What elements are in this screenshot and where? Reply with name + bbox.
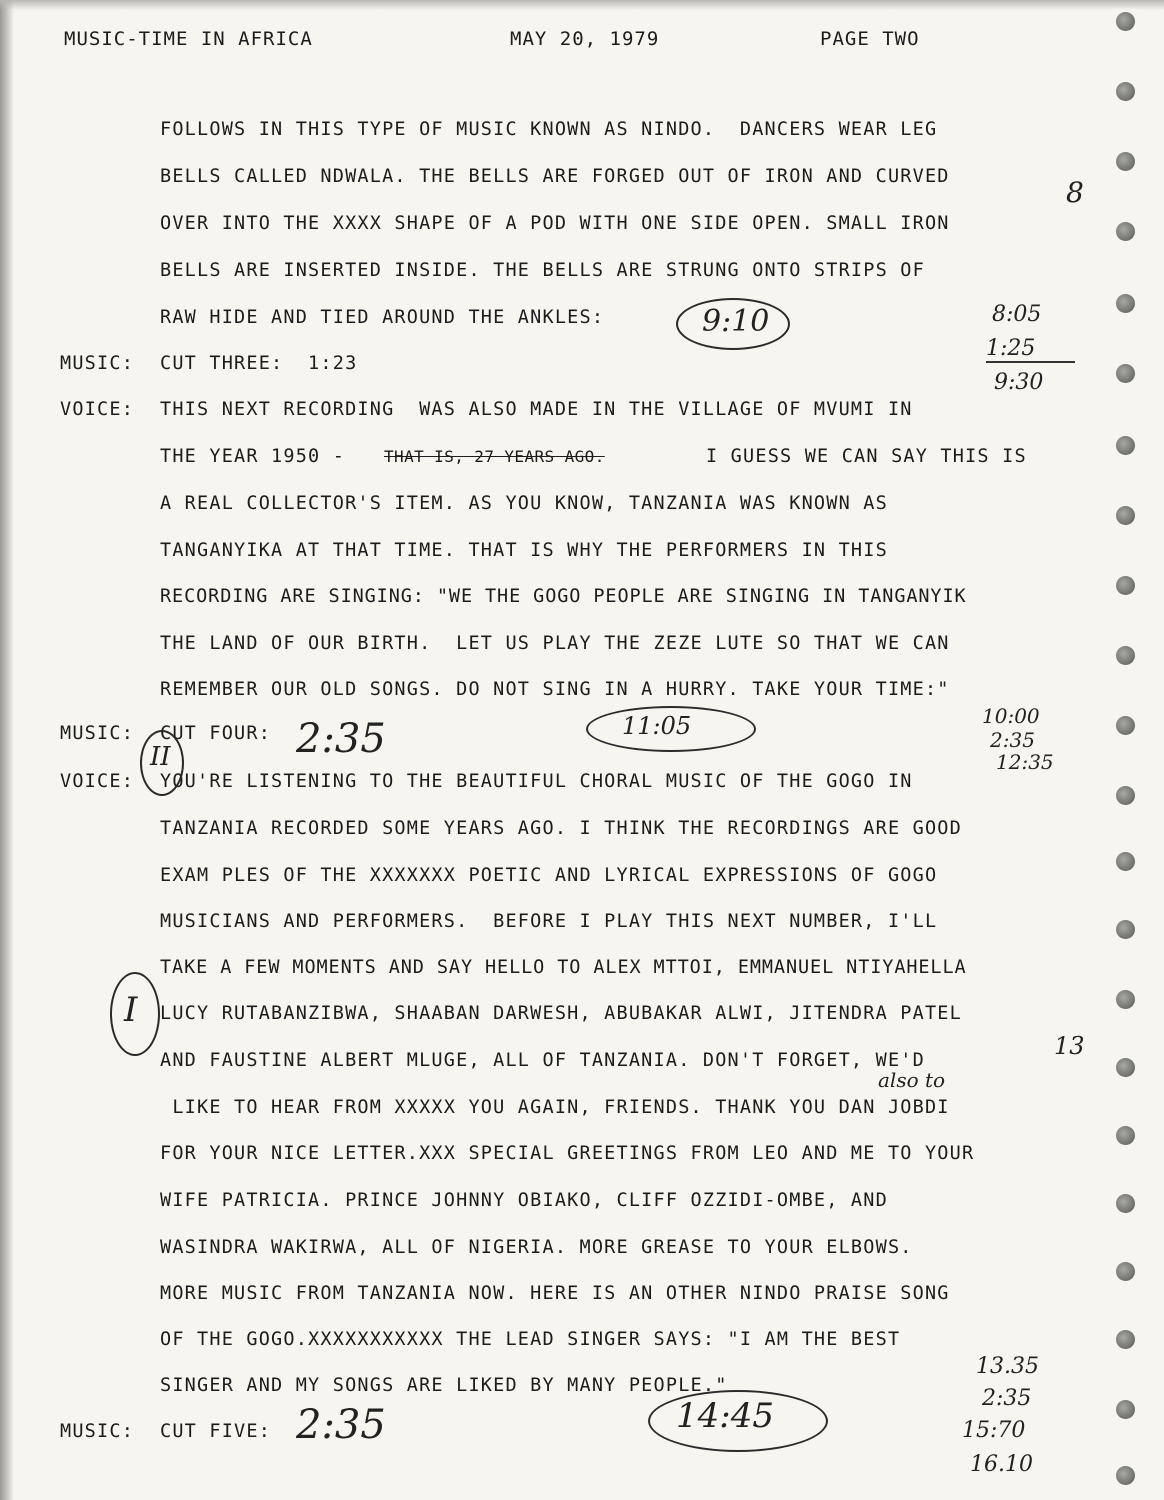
- handwritten-time: 1:25: [986, 336, 1075, 363]
- perforation-hole: [1116, 990, 1135, 1009]
- text-line: REMEMBER OUR OLD SONGS. DO NOT SING IN A HURRY. TAKE YOUR TIME:": [160, 679, 950, 700]
- handwritten-mark: I: [124, 990, 138, 1030]
- text-line: LIKE TO HEAR FROM XXXXX YOU AGAIN, FRIENDS. THANK YOU DAN JOBDI: [160, 1097, 950, 1118]
- perforation-hole: [1116, 1126, 1135, 1145]
- music-cue: CUT FIVE:: [160, 1421, 272, 1442]
- handwritten-time: 2:35: [982, 1386, 1032, 1411]
- perforation-hole: [1116, 1262, 1135, 1281]
- perforation-hole: [1116, 1194, 1135, 1213]
- handwritten-mark: 13: [1054, 1032, 1085, 1060]
- text-line: MUSICIANS AND PERFORMERS. BEFORE I PLAY THIS NEXT NUMBER, I'LL: [160, 911, 938, 932]
- page-number: PAGE TWO: [820, 28, 920, 50]
- perforation-hole: [1116, 1330, 1135, 1349]
- text-line: THIS NEXT RECORDING WAS ALSO MADE IN THE VILLAGE OF MVUMI IN: [160, 399, 913, 420]
- handwritten-time: 9:10: [702, 304, 770, 339]
- text-line: EXAM PLES OF THE XXXXXXX POETIC AND LYRICAL EXPRESSIONS OF GOGO: [160, 865, 938, 886]
- struck-text: THAT IS, 27 YEARS AGO.: [384, 447, 605, 466]
- perforation-hole: [1116, 82, 1135, 101]
- handwritten-time: 16.10: [970, 1452, 1033, 1477]
- handwritten-time: 10:00: [982, 704, 1040, 728]
- text-line: THE LAND OF OUR BIRTH. LET US PLAY THE ZEZE LUTE SO THAT WE CAN: [160, 633, 950, 654]
- tractor-feed-strip: [1106, 0, 1146, 1500]
- handwritten-time: 14:45: [676, 1396, 774, 1436]
- perforation-hole: [1116, 786, 1135, 805]
- handwritten-time: 2:35: [990, 728, 1035, 752]
- text-line: LUCY RUTABANZIBWA, SHAABAN DARWESH, ABUBAKAR ALWI, JITENDRA PATEL: [160, 1003, 962, 1024]
- perforation-hole: [1116, 1400, 1135, 1419]
- perforation-hole: [1116, 646, 1135, 665]
- perforation-hole: [1116, 436, 1135, 455]
- handwritten-time: 15:70: [962, 1418, 1026, 1443]
- text-line: WIFE PATRICIA. PRINCE JOHNNY OBIAKO, CLIFF OZZIDI-OMBE, AND: [160, 1190, 888, 1211]
- text-line: RAW HIDE AND TIED AROUND THE ANKLES:: [160, 307, 605, 328]
- perforation-hole: [1116, 576, 1135, 595]
- music-tag: MUSIC:: [60, 723, 135, 744]
- perforation-hole: [1116, 222, 1135, 241]
- text-line: MORE MUSIC FROM TANZANIA NOW. HERE IS AN OTHER NINDO PRAISE SONG: [160, 1283, 950, 1304]
- handwritten-time: 2:35: [296, 1402, 386, 1448]
- perforation-hole: [1116, 852, 1135, 871]
- page-edge-shadow: [0, 0, 14, 1500]
- text-line: FOLLOWS IN THIS TYPE OF MUSIC KNOWN AS NINDO. DANCERS WEAR LEG: [160, 119, 938, 140]
- text-line: I GUESS WE CAN SAY THIS IS: [706, 446, 1027, 467]
- text-line: SINGER AND MY SONGS ARE LIKED BY MANY PEOPLE.": [160, 1375, 728, 1396]
- perforation-hole: [1116, 716, 1135, 735]
- text-line: A REAL COLLECTOR'S ITEM. AS YOU KNOW, TANZANIA WAS KNOWN AS: [160, 493, 888, 514]
- handwritten-time: 11:05: [622, 712, 692, 740]
- text-line: FOR YOUR NICE LETTER.XXX SPECIAL GREETINGS FROM LEO AND ME TO YOUR: [160, 1143, 975, 1164]
- handwritten-time: 13.35: [976, 1354, 1039, 1379]
- music-tag: MUSIC:: [60, 1421, 135, 1442]
- handwritten-mark: 8: [1066, 176, 1084, 209]
- handwritten-time: 2:35: [296, 716, 386, 762]
- text-line: TANZANIA RECORDED SOME YEARS AGO. I THINK THE RECORDINGS ARE GOOD: [160, 818, 962, 839]
- music-cue: CUT FOUR:: [160, 723, 272, 744]
- text-line: TANGANYIKA AT THAT TIME. THAT IS WHY THE PERFORMERS IN THIS: [160, 540, 888, 561]
- header-date: MAY 20, 1979: [510, 28, 660, 50]
- text-line: YOU'RE LISTENING TO THE BEAUTIFUL CHORAL MUSIC OF THE GOGO IN: [160, 771, 913, 792]
- text-line: OVER INTO THE XXXX SHAPE OF A POD WITH ONE SIDE OPEN. SMALL IRON: [160, 213, 950, 234]
- perforation-hole: [1116, 920, 1135, 939]
- perforation-hole: [1116, 1466, 1135, 1485]
- handwritten-time: 12:35: [996, 750, 1054, 774]
- perforation-hole: [1116, 506, 1135, 525]
- text-line: WASINDRA WAKIRWA, ALL OF NIGERIA. MORE GREASE TO YOUR ELBOWS.: [160, 1237, 913, 1258]
- perforation-hole: [1116, 364, 1135, 383]
- handwritten-time: 9:30: [994, 370, 1044, 395]
- page-header: [64, 28, 1164, 52]
- text-line: TAKE A FEW MOMENTS AND SAY HELLO TO ALEX MTTOI, EMMANUEL NTIYAHELLA: [160, 957, 967, 978]
- voice-tag: VOICE:: [60, 771, 135, 792]
- program-title: MUSIC-TIME IN AFRICA: [64, 28, 313, 50]
- text-line: AND FAUSTINE ALBERT MLUGE, ALL OF TANZANIA. DON'T FORGET, WE'D: [160, 1050, 925, 1071]
- music-tag: MUSIC:: [60, 353, 135, 374]
- text-line: RECORDING ARE SINGING: "WE THE GOGO PEOPLE ARE SINGING IN TANGANYIK: [160, 586, 967, 607]
- text-line: BELLS CALLED NDWALA. THE BELLS ARE FORGED OUT OF IRON AND CURVED: [160, 166, 950, 187]
- page-top-shadow: [0, 0, 1164, 10]
- perforation-hole: [1116, 152, 1135, 171]
- handwritten-time: 8:05: [992, 302, 1042, 327]
- perforation-hole: [1116, 1058, 1135, 1077]
- perforation-hole: [1116, 294, 1135, 313]
- text-line: OF THE GOGO.XXXXXXXXXXX THE LEAD SINGER SAYS: "I AM THE BEST: [160, 1329, 901, 1350]
- voice-tag: VOICE:: [60, 399, 135, 420]
- handwritten-insert: also to: [878, 1068, 946, 1092]
- handwritten-mark: II: [150, 742, 171, 772]
- text-line: BELLS ARE INSERTED INSIDE. THE BELLS ARE STRUNG ONTO STRIPS OF: [160, 260, 925, 281]
- music-cue: CUT THREE: 1:23: [160, 353, 358, 374]
- text-line: THE YEAR 1950 -: [160, 446, 346, 467]
